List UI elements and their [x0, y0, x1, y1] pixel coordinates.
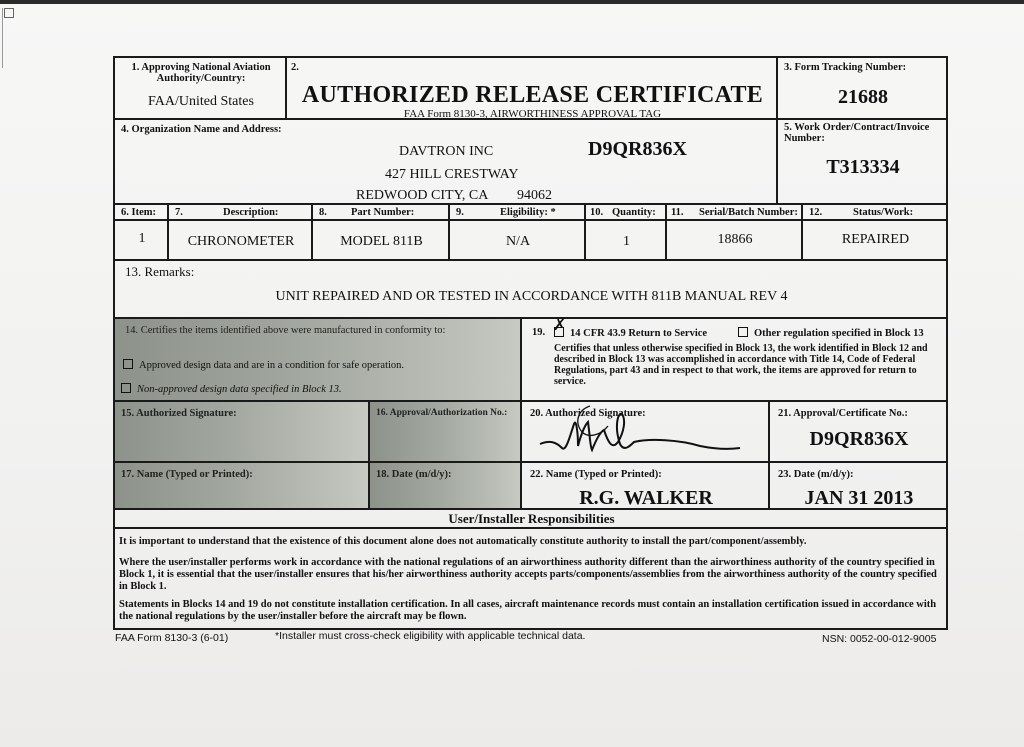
block-14-label: 14. Certifies the items identified above were manufactured in conformity to: — [125, 325, 446, 336]
header-serial: 11. Serial/Batch Number: — [666, 204, 802, 220]
scanner-icon — [4, 8, 14, 18]
checkbox-approved-design[interactable] — [123, 359, 133, 369]
eligibility-cell: N/A — [449, 220, 585, 260]
block-13-label: 13. Remarks: — [125, 264, 195, 279]
release-certificate-form — [113, 56, 948, 630]
block-15-label: 15. Authorized Signature: — [121, 408, 237, 419]
block-3 — [777, 57, 947, 119]
block-18-label: 18. Date (m/d/y): — [376, 469, 452, 480]
quantity-cell: 1 — [585, 220, 666, 260]
block-19 — [521, 318, 947, 401]
responsibilities-body — [114, 528, 947, 629]
block-19-statement: Certifies that unless otherwise specified in Block 13, the work identified in Block 12 and described in Block 13 was accomplished in accordance with Title 14, Code of Federal Regulations, part 43 and in respect to that work, the items are approved for return to service. — [554, 343, 928, 387]
tracking-number: 21688 — [838, 86, 888, 108]
header-status: 12. Status/Work: — [802, 204, 947, 220]
responsibility-paragraph-3: Statements in Blocks 14 and 19 do not constitute installation certification. In all cases, aircraft maintenance records must contain an installation certification issued in accordance with the national regulations by the user/installer before the aircraft may be flown. — [119, 599, 937, 622]
block-17-label: 17. Name (Typed or Printed): — [121, 469, 253, 480]
status-cell: REPAIRED — [802, 220, 947, 260]
block-5-label: 5. Work Order/Contract/Invoice Number: — [784, 122, 930, 144]
block-23-label: 23. Date (m/d/y): — [778, 469, 854, 480]
block-13 — [114, 260, 947, 318]
description-cell: CHRONOMETER — [168, 220, 312, 260]
checkbox-nonapproved-design[interactable] — [121, 383, 131, 393]
header-eligibility: 9. Eligibility: * — [449, 204, 585, 220]
block-1-label: 1. Approving National Aviation Authority/Country: — [131, 62, 271, 84]
block-14-option-approved: Approved design data and are in a condition for safe operation. — [123, 359, 404, 371]
block-19-option-other: Other regulation specified in Block 13 — [738, 327, 924, 339]
block-5 — [777, 119, 947, 204]
org-street: 427 HILL CRESTWAY — [385, 167, 519, 182]
org-city: REDWOOD CITY, CA — [356, 188, 489, 203]
scanner-mark — [2, 8, 15, 68]
org-zip: 94062 — [517, 188, 552, 203]
block-14-option-nonapproved: Non-approved design data specified in Block 13. — [121, 383, 342, 395]
responsibilities-heading-cell — [114, 509, 947, 528]
authority-value: FAA/United States — [148, 94, 254, 109]
responsibility-paragraph-2: Where the user/installer performs work in accordance with the national regulations of an airworthiness authority different than the airworthiness authority of the country specified in Block 1, it is essential that the user/installer ensures that his/her airworthiness authority accepts parts/components/assemblies from the airworthiness authority of the country specified in Block 1. — [119, 557, 937, 592]
block-17 — [114, 462, 369, 509]
release-date: JAN 31 2013 — [804, 487, 914, 509]
block-4 — [114, 119, 777, 204]
responsibilities-heading: User/Installer Responsibilities — [448, 511, 615, 526]
approval-tag-number: D9QR836X — [588, 138, 687, 160]
footer-form-number: FAA Form 8130-3 (6-01) — [115, 632, 229, 644]
block-2-label: 2. — [291, 62, 299, 73]
checkbox-other-regulation[interactable] — [738, 327, 748, 337]
signature-image — [530, 402, 766, 462]
block-19-number: 19. — [532, 327, 546, 338]
checkbox-return-to-service[interactable] — [553, 317, 567, 337]
block-2 — [286, 57, 777, 119]
work-order-number: T313334 — [826, 156, 900, 178]
remarks-text: UNIT REPAIRED AND OR TESTED IN ACCORDANCE WITH 811B MANUAL REV 4 — [275, 289, 788, 304]
block-18 — [369, 462, 521, 509]
block-21-label: 21. Approval/Certificate No.: — [778, 408, 908, 419]
scan-edge — [0, 0, 1024, 4]
block-20-label: 20. Authorized Signature: — [530, 408, 646, 419]
header-description: 7. Description: — [168, 204, 312, 220]
checkmark-x-icon: ✗ — [553, 317, 567, 334]
block-19-option-return: ✗ 14 CFR 43.9 Return to Service — [553, 317, 708, 339]
item-number-cell: 1 — [114, 220, 168, 260]
block-15 — [114, 401, 369, 462]
header-quantity: 10. Quantity: — [585, 204, 666, 220]
block-16-label: 16. Approval/Authorization No.: — [376, 408, 508, 418]
responsibility-paragraph-1: It is important to understand that the existence of this document alone does not automatically constitute authority to install the part/component/assembly. — [119, 536, 807, 547]
block-16 — [369, 401, 521, 462]
footer-nsn: NSN: 0052-00-012-9005 — [822, 633, 937, 645]
approval-certificate-number: D9QR836X — [809, 428, 909, 450]
block-3-label: 3. Form Tracking Number: — [784, 62, 907, 73]
block-1 — [114, 57, 286, 119]
block-22 — [521, 462, 769, 509]
signer-name: R.G. WALKER — [579, 487, 713, 509]
header-item: 6. Item: — [114, 204, 168, 220]
header-part-number: 8. Part Number: — [312, 204, 449, 220]
org-name: DAVTRON INC — [399, 144, 494, 159]
block-21 — [769, 401, 947, 462]
part-number-cell: MODEL 811B — [312, 220, 449, 260]
form-title: AUTHORIZED RELEASE CERTIFICATE — [301, 82, 764, 108]
block-22-label: 22. Name (Typed or Printed): — [530, 469, 662, 480]
form-subtitle: FAA Form 8130-3, AIRWORTHINESS APPROVAL TAG — [403, 108, 662, 120]
footer-eligibility-note: *Installer must cross-check eligibility with applicable technical data. — [275, 630, 586, 642]
block-4-label: 4. Organization Name and Address: — [121, 124, 282, 135]
block-14 — [114, 318, 521, 401]
block-23 — [769, 462, 947, 509]
serial-cell: 18866 — [666, 220, 802, 260]
block-20 — [521, 401, 769, 462]
